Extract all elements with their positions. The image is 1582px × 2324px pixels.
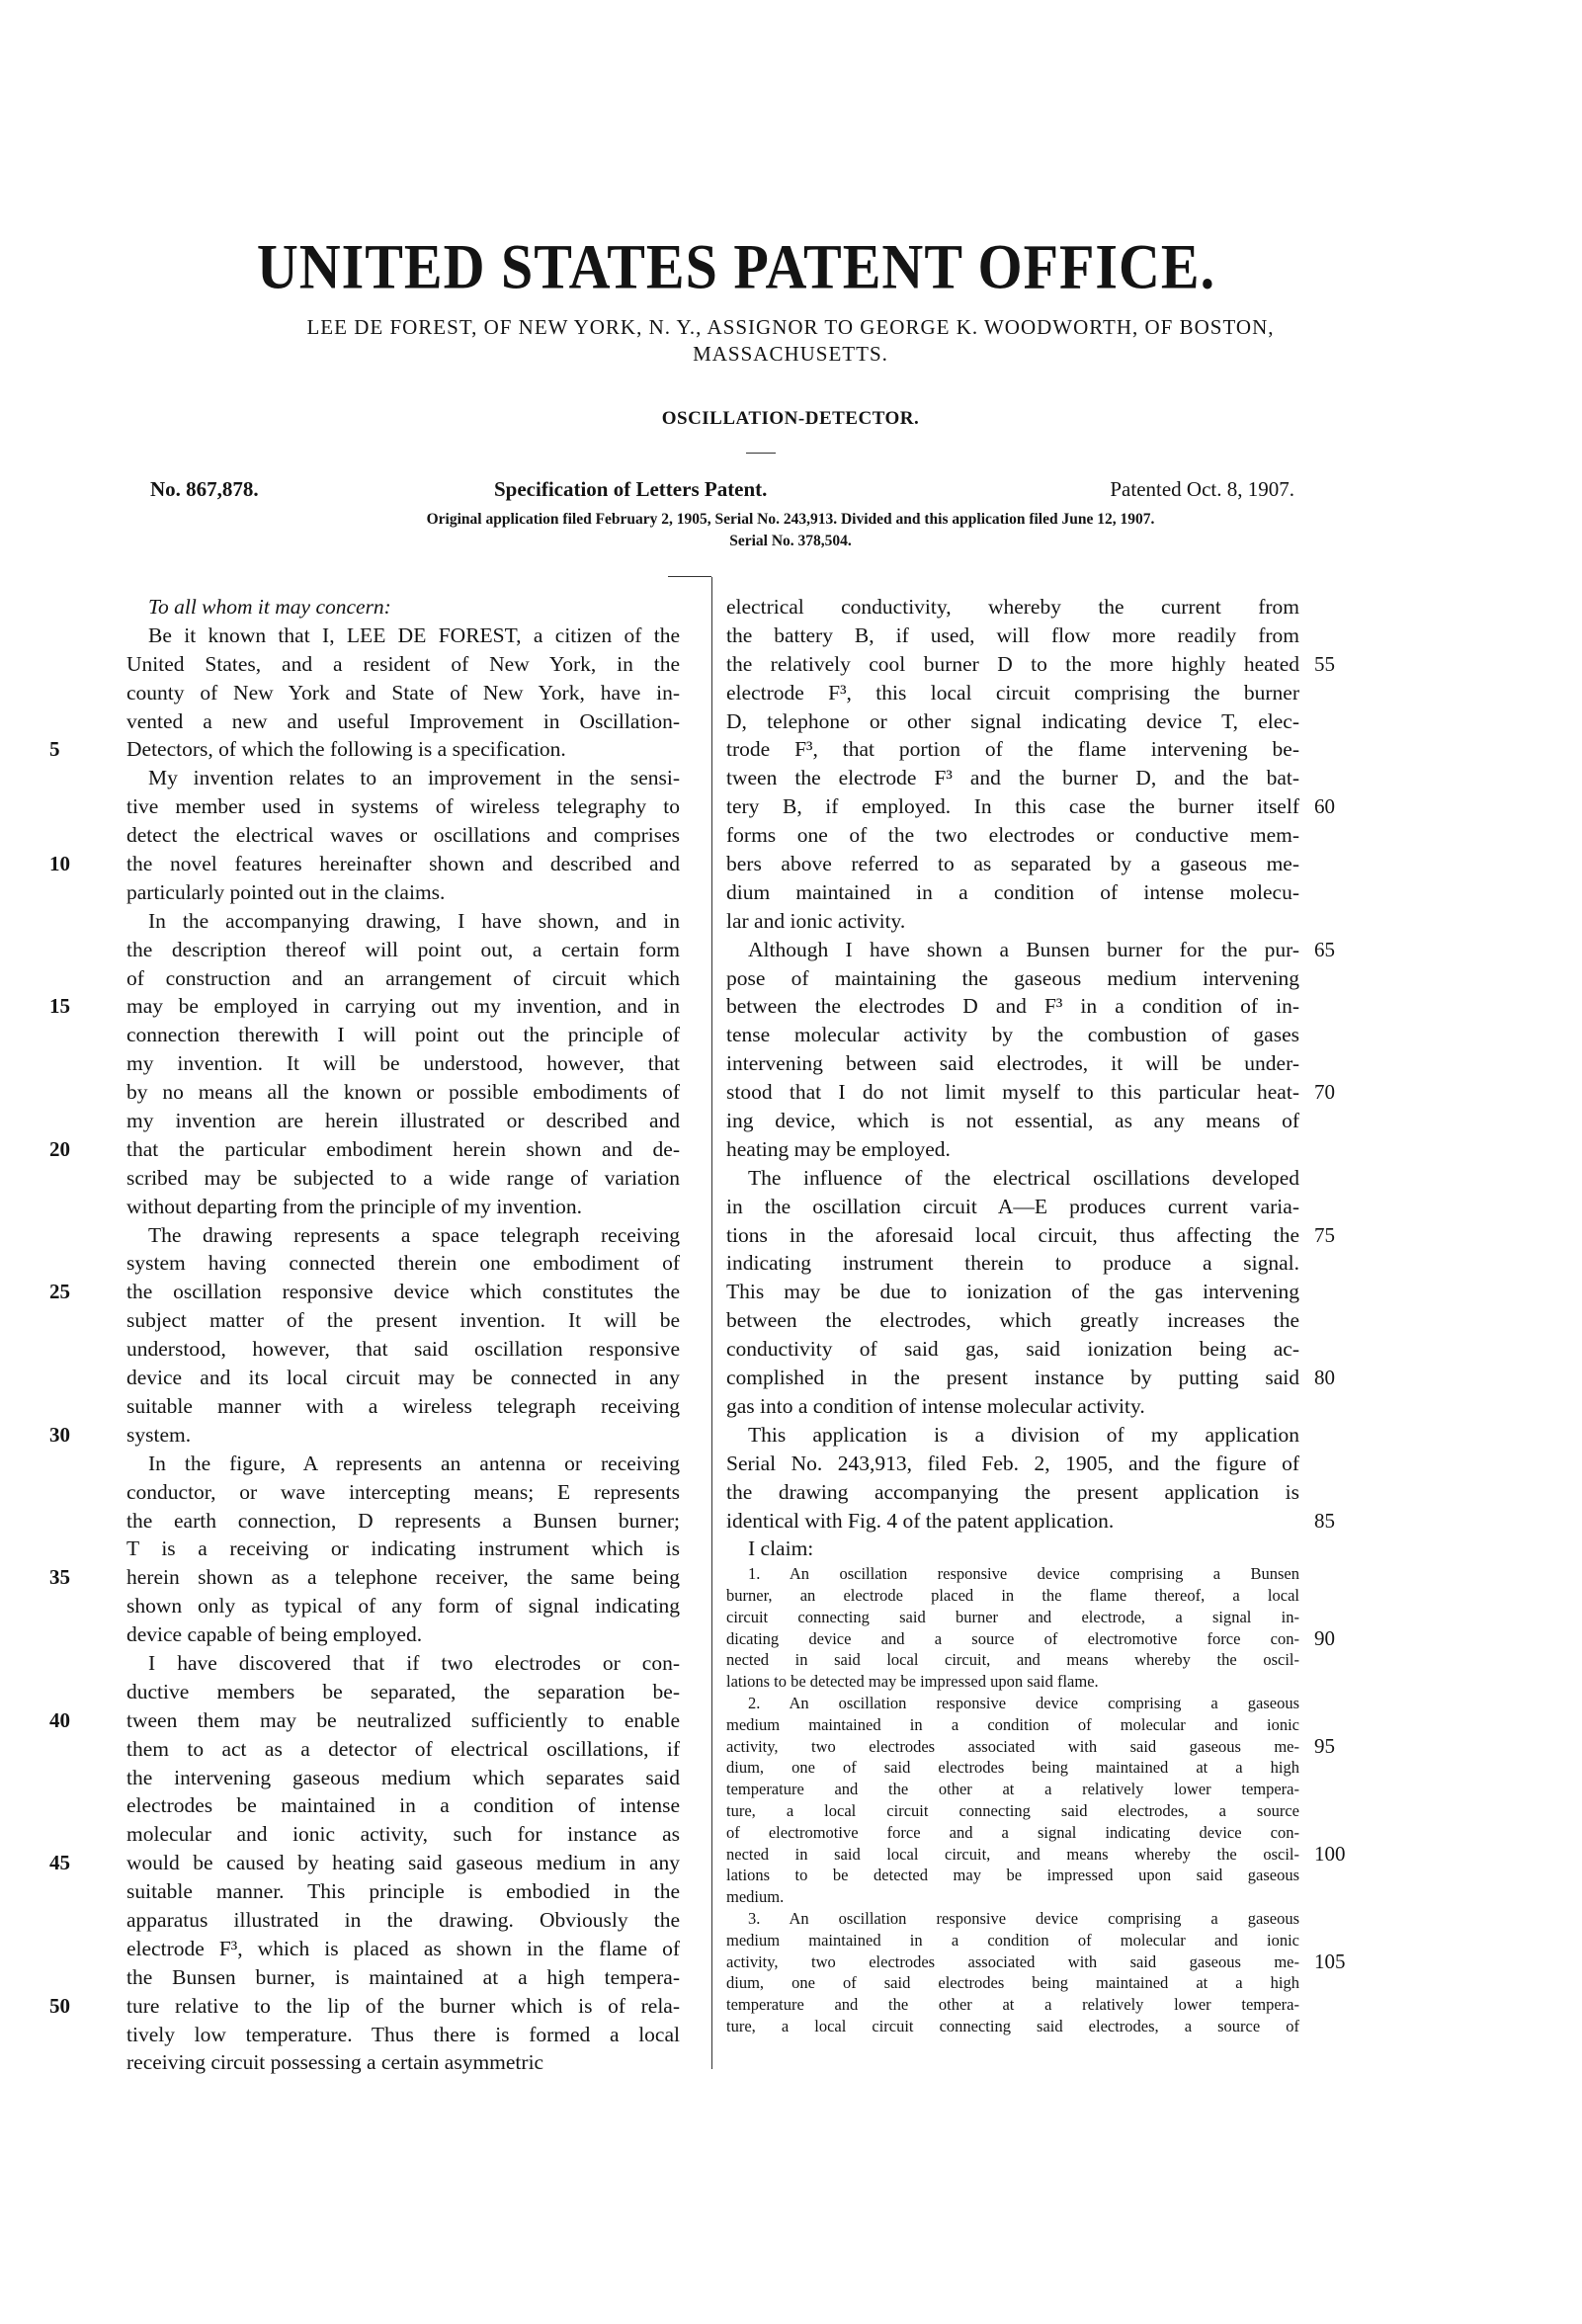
line-text: T is a receiving or indicating instrument which is	[126, 1536, 680, 1561]
line-text: device capable of being employed.	[126, 1622, 423, 1647]
text-line	[49, 1563, 680, 1592]
line-text: the battery B, if used, will flow more readily from	[726, 622, 1299, 647]
line-text: identical with Fig. 4 of the patent application.	[726, 1508, 1115, 1533]
office-title: UNITED STATES PATENT OFFICE.	[256, 230, 1216, 302]
line-text: tery B, if employed. In this case the burner itself	[726, 794, 1299, 819]
text-line	[126, 2021, 680, 2049]
line-text: system.	[126, 1422, 192, 1447]
line-text: lations to be detected may be impressed upon said flame.	[726, 1672, 1099, 1692]
line-text: bers above referred to as separated by a gaseous me-	[726, 852, 1299, 876]
line-number: 20	[49, 1136, 70, 1161]
line-number: 60	[1314, 794, 1335, 819]
text-line	[726, 1392, 1299, 1421]
line-text: temperature and the other at a relatively lower tempera-	[726, 1995, 1299, 2015]
line-text: tween them may be neutralized sufficiently to enable	[126, 1707, 680, 1732]
text-line	[726, 735, 1299, 764]
line-text: my invention are herein illustrated or described and	[126, 1109, 680, 1133]
claim-line	[726, 1800, 1299, 1822]
text-line	[126, 1107, 680, 1135]
line-text: This application is a division of my application	[748, 1422, 1299, 1447]
divider-rule	[746, 453, 776, 454]
line-number: 40	[49, 1707, 70, 1732]
text-line	[726, 1535, 1299, 1563]
text-line	[126, 907, 680, 936]
inventor-assignor	[148, 314, 1433, 368]
line-text: ductive members be separated, the separation be-	[126, 1679, 680, 1703]
text-line	[126, 1820, 680, 1849]
text-line	[126, 1249, 680, 1278]
text-line	[49, 1278, 680, 1306]
text-line	[49, 992, 680, 1021]
text-line	[126, 1963, 680, 1992]
line-text: the earth connection, D represents a Bunsen burner;	[126, 1508, 680, 1533]
line-number: 45	[49, 1851, 70, 1875]
text-line	[126, 1877, 680, 1906]
text-line	[726, 850, 1299, 878]
text-line	[126, 1735, 680, 1764]
text-line	[49, 735, 680, 764]
line-text: the description thereof will point out, a certain form	[126, 937, 680, 961]
line-text: heating may be employed.	[726, 1136, 951, 1161]
text-line	[126, 1049, 680, 1078]
claim-line	[726, 1908, 1299, 1930]
text-line	[726, 1278, 1299, 1306]
line-text: understood, however, that said oscillation responsive	[126, 1337, 680, 1362]
line-text: forms one of the two electrodes or conductive mem-	[726, 823, 1299, 848]
text-line	[726, 650, 1335, 679]
text-line	[726, 622, 1299, 650]
line-text: medium maintained in a condition of molecular and ionic	[726, 1714, 1299, 1734]
claim-line	[726, 1886, 1299, 1908]
line-number: 95	[1314, 1733, 1335, 1758]
line-text: electrode F³, which is placed as shown in the flame of	[126, 1936, 680, 1960]
text-line	[726, 1107, 1299, 1135]
line-text: This may be due to ionization of the gas intervening	[726, 1280, 1299, 1304]
column-top-rule	[668, 576, 711, 577]
text-line	[726, 1049, 1299, 1078]
text-line	[726, 792, 1335, 821]
line-text: herein shown as a telephone receiver, the same being	[126, 1565, 680, 1590]
text-line	[126, 1507, 680, 1536]
line-text: activity, two electrodes associated with said gaseous me-	[726, 1951, 1299, 1971]
text-line	[126, 792, 680, 821]
right-column	[726, 593, 1346, 2037]
text-line	[726, 1135, 1299, 1164]
text-line	[126, 764, 680, 792]
text-line	[726, 821, 1299, 850]
claim-line	[726, 2016, 1299, 2037]
salutation: To all whom it may concern:	[148, 595, 391, 619]
text-line	[126, 1021, 680, 1049]
invention-title: OSCILLATION-DETECTOR.	[661, 408, 920, 429]
line-text: by no means all the known or possible embodiments of	[126, 1080, 680, 1105]
line-text: the drawing accompanying the present application is	[726, 1479, 1299, 1504]
text-line	[726, 1021, 1299, 1049]
text-line	[126, 964, 680, 993]
line-text: burner, an electrode placed in the flame thereof, a local	[726, 1586, 1299, 1606]
text-line	[126, 1535, 680, 1563]
line-text: lar and ionic activity.	[726, 908, 906, 933]
line-text: system having connected therein one embodiment of	[126, 1251, 680, 1276]
line-text: D, telephone or other signal indicating device T, elec-	[726, 708, 1299, 733]
line-text: the oscillation responsive device which constitutes the	[126, 1280, 680, 1304]
line-number: 30	[49, 1422, 70, 1447]
text-line	[126, 1791, 680, 1820]
line-text: detect the electrical waves or oscillations and comprises	[126, 823, 680, 848]
line-text: Although I have shown a Bunsen burner for the pur-	[748, 937, 1299, 961]
line-number: 5	[49, 737, 60, 762]
line-text: ture, a local circuit connecting said electrodes, a source	[726, 1801, 1299, 1821]
claim-line	[726, 1994, 1299, 2016]
text-line	[726, 992, 1299, 1021]
text-line	[726, 707, 1299, 736]
claim-line	[726, 1671, 1299, 1693]
claim-line	[726, 1625, 1335, 1650]
line-text: gas into a condition of intense molecular activity.	[726, 1393, 1145, 1418]
line-text: my invention. It will be understood, however, that	[126, 1051, 680, 1076]
line-text: the intervening gaseous medium which separates said	[126, 1765, 680, 1789]
text-line	[726, 1507, 1335, 1536]
line-text: dium maintained in a condition of intense molecu-	[726, 879, 1299, 904]
application-info	[148, 509, 1433, 552]
line-number: 25	[49, 1280, 70, 1304]
line-text: nected in said local circuit, and means whereby the oscil-	[726, 1844, 1299, 1864]
line-text: county of New York and State of New York, have in-	[126, 680, 680, 705]
claim-line	[726, 1841, 1346, 1866]
line-text: activity, two electrodes associated with said gaseous me-	[726, 1736, 1299, 1756]
text-line	[126, 650, 680, 679]
serial-number: Serial No. 378,504.	[729, 533, 852, 549]
line-text: the novel features hereinafter shown and described and	[126, 852, 680, 876]
specification-label: Specification of Letters Patent.	[494, 477, 768, 501]
text-line	[126, 1335, 680, 1364]
text-line	[49, 1421, 680, 1450]
line-text: United States, and a resident of New York, in the	[126, 651, 680, 676]
line-text: 2. An oscillation responsive device comprising a gaseous	[748, 1694, 1299, 1713]
text-line	[726, 907, 1299, 936]
claim-line	[726, 1822, 1299, 1844]
line-text: connection therewith I will point out the principle of	[126, 1023, 680, 1047]
text-line	[126, 679, 680, 707]
text-line	[49, 850, 680, 878]
line-text: scribed may be subjected to a wide range of variation	[126, 1165, 680, 1190]
claim-line	[726, 1607, 1299, 1628]
line-text: dicating device and a source of electromotive force con-	[726, 1628, 1299, 1648]
claim-line	[726, 1585, 1299, 1607]
line-text: medium maintained in a condition of molecular and ionic	[726, 1930, 1299, 1950]
line-text: tions in the aforesaid local circuit, thus affecting the	[726, 1222, 1299, 1247]
line-text: apparatus illustrated in the drawing. Obviously the	[126, 1907, 680, 1932]
text-line	[126, 1620, 680, 1649]
line-text: the Bunsen burner, is maintained at a high tempera-	[126, 1964, 680, 1989]
left-column	[49, 593, 680, 2077]
claim-line	[726, 1972, 1299, 1994]
line-text: between the electrodes D and F³ in a condition of in-	[726, 994, 1299, 1019]
line-text: dium, one of said electrodes being maintained at a high	[726, 1758, 1299, 1778]
line-text: that the particular embodiment herein shown and de-	[126, 1136, 680, 1161]
text-line	[726, 1164, 1299, 1193]
line-text: My invention relates to an improvement in the sensi-	[148, 766, 680, 790]
line-text: circuit connecting said burner and electrode, a signal in-	[726, 1607, 1299, 1626]
line-text: tween the electrode F³ and the burner D, and the bat-	[726, 766, 1299, 790]
text-line	[126, 1678, 680, 1706]
text-line	[726, 1450, 1299, 1478]
text-line	[726, 679, 1299, 707]
text-line	[726, 764, 1299, 792]
line-text: tive member used in systems of wireless telegraphy to	[126, 794, 680, 819]
line-number: 50	[49, 1993, 70, 2018]
line-text: trode F³, that portion of the flame intervening be-	[726, 737, 1299, 762]
text-line	[126, 936, 680, 964]
line-text: pose of maintaining the gaseous medium intervening	[726, 965, 1299, 990]
line-number: 65	[1314, 937, 1335, 961]
line-text: would be caused by heating said gaseous medium in any	[126, 1851, 680, 1875]
line-text: may be employed in carrying out my invention, and in	[126, 994, 680, 1019]
line-number: 80	[1314, 1366, 1335, 1390]
line-number: 15	[49, 994, 70, 1019]
text-line	[126, 1193, 680, 1221]
text-line	[126, 707, 680, 736]
line-text: complished in the present instance by putting said	[726, 1366, 1299, 1390]
line-text: subject matter of the present invention. It will be	[126, 1308, 680, 1333]
claim-line	[726, 1930, 1299, 1951]
text-line	[726, 1193, 1299, 1221]
text-line	[126, 622, 680, 650]
text-line	[726, 1078, 1335, 1107]
inventor-line-2: MASSACHUSETTS.	[693, 342, 888, 366]
line-text: of electromotive force and a signal indicating device con-	[726, 1822, 1299, 1842]
claim-line	[726, 1563, 1299, 1585]
text-line	[126, 878, 680, 907]
patent-number: No. 867,878.	[150, 477, 259, 501]
text-line	[726, 1478, 1299, 1507]
line-text: particularly pointed out in the claims.	[126, 879, 446, 904]
line-text: receiving circuit possessing a certain asymmetric	[126, 2050, 544, 2075]
line-text: 1. An oscillation responsive device comprising a Bunsen	[748, 1564, 1299, 1584]
text-line	[126, 1221, 680, 1250]
line-text: electrode F³, this local circuit comprising the burner	[726, 680, 1299, 705]
line-number: 70	[1314, 1080, 1335, 1105]
text-line	[126, 1078, 680, 1107]
text-line	[726, 964, 1299, 993]
line-text: Be it known that I, LEE DE FOREST, a citizen of the	[148, 622, 680, 647]
line-text: of construction and an arrangement of circuit which	[126, 965, 680, 990]
text-line	[726, 593, 1299, 622]
text-line	[126, 1764, 680, 1792]
line-text: electrodes be maintained in a condition of intense	[126, 1793, 680, 1818]
claim-line	[726, 1779, 1299, 1800]
line-text: without departing from the principle of my invention.	[126, 1194, 582, 1218]
text-line	[126, 1364, 680, 1392]
text-line	[126, 1450, 680, 1478]
text-line	[49, 1849, 680, 1877]
line-text: suitable manner with a wireless telegraph receiving	[126, 1393, 680, 1418]
text-line	[726, 936, 1335, 964]
text-line	[726, 1335, 1299, 1364]
line-number: 90	[1314, 1625, 1335, 1650]
line-text: In the accompanying drawing, I have shown, and in	[148, 908, 680, 933]
line-text: molecular and ionic activity, such for instance as	[126, 1822, 680, 1847]
text-line	[126, 1164, 680, 1193]
column-divider	[711, 577, 712, 2069]
text-line	[126, 1478, 680, 1507]
line-text: shown only as typical of any form of signal indicating	[126, 1594, 680, 1618]
line-text: Serial No. 243,913, filed Feb. 2, 1905, and the figure of	[726, 1451, 1299, 1475]
line-text: suitable manner. This principle is embodied in the	[126, 1879, 680, 1904]
original-application: Original application filed February 2, 1905, Serial No. 243,913. Divided and this application filed June 12, 1907.	[426, 511, 1155, 528]
text-line	[126, 1649, 680, 1678]
text-line	[726, 1364, 1335, 1392]
line-number: 10	[49, 852, 70, 876]
line-text: conductor, or wave intercepting means; E represents	[126, 1479, 680, 1504]
line-text: ture relative to the lip of the burner which is of rela-	[126, 1993, 680, 2018]
text-line	[126, 821, 680, 850]
line-text: The drawing represents a space telegraph receiving	[148, 1222, 680, 1247]
line-text: In the figure, A represents an antenna or receiving	[148, 1451, 680, 1475]
inventor-line-1: LEE DE FOREST, OF NEW YORK, N. Y., ASSIGNOR TO GEORGE K. WOODWORTH, OF BOSTON,	[306, 315, 1275, 339]
line-text: device and its local circuit may be connected in any	[126, 1366, 680, 1390]
line-text: lations to be detected may be impressed upon said gaseous	[726, 1866, 1299, 1885]
line-text: Detectors, of which the following is a specification.	[126, 737, 566, 762]
text-line	[49, 1706, 680, 1735]
text-line	[126, 1906, 680, 1935]
line-text: nected in said local circuit, and means whereby the oscil-	[726, 1650, 1299, 1670]
line-number: 85	[1314, 1508, 1335, 1533]
line-text: ing device, which is not essential, as any means of	[726, 1109, 1299, 1133]
claim-line	[726, 1733, 1335, 1758]
text-line	[726, 878, 1299, 907]
line-text: 3. An oscillation responsive device comprising a gaseous	[748, 1909, 1299, 1929]
line-number: 35	[49, 1565, 70, 1590]
patented-date: Patented Oct. 8, 1907.	[1110, 477, 1294, 501]
line-text: tense molecular activity by the combustion of gases	[726, 1023, 1299, 1047]
text-line	[126, 1306, 680, 1335]
text-line	[726, 1306, 1299, 1335]
line-number: 100	[1314, 1841, 1346, 1866]
line-text: the relatively cool burner D to the more highly heated	[726, 651, 1299, 676]
claim-line	[726, 1649, 1299, 1671]
line-number: 75	[1314, 1222, 1335, 1247]
line-text: medium.	[726, 1887, 785, 1907]
line-text: I claim:	[748, 1536, 814, 1561]
claim-line	[726, 1757, 1299, 1779]
claim-line	[726, 1865, 1299, 1886]
text-line	[126, 1392, 680, 1421]
line-text: intervening between said electrodes, it will be under-	[726, 1051, 1299, 1076]
claim-line	[726, 1949, 1346, 1973]
line-text: in the oscillation circuit A—E produces current varia-	[726, 1194, 1299, 1218]
text-line	[49, 1992, 680, 2021]
line-text: temperature and the other at a relatively lower tempera-	[726, 1780, 1299, 1799]
text-line	[126, 2048, 680, 2077]
line-number: 105	[1314, 1949, 1346, 1973]
claim-line	[726, 1714, 1299, 1736]
line-text: tively low temperature. Thus there is formed a local	[126, 2022, 680, 2046]
line-text: between the electrodes, which greatly increases the	[726, 1308, 1299, 1333]
line-text: electrical conductivity, whereby the current from	[726, 595, 1299, 619]
line-text: stood that I do not limit myself to this particular heat-	[726, 1080, 1299, 1105]
text-line	[126, 1592, 680, 1620]
text-line	[726, 1249, 1299, 1278]
line-text: indicating instrument therein to produce a signal.	[726, 1251, 1299, 1276]
text-line	[726, 1221, 1335, 1250]
line-text: dium, one of said electrodes being maintained at a high	[726, 1973, 1299, 1993]
text-line	[49, 1135, 680, 1164]
line-text: I have discovered that if two electrodes or con-	[148, 1650, 680, 1675]
line-text: vented a new and useful Improvement in Oscillation-	[126, 708, 680, 733]
line-text: ture, a local circuit connecting said electrodes, a source of	[726, 2017, 1299, 2036]
line-text: The influence of the electrical oscillations developed	[748, 1165, 1299, 1190]
line-text: them to act as a detector of electrical oscillations, if	[126, 1736, 680, 1761]
line-text: conductivity of said gas, said ionization being ac-	[726, 1337, 1299, 1362]
text-line	[726, 1421, 1299, 1450]
line-number: 55	[1314, 651, 1335, 676]
text-line	[126, 1935, 680, 1963]
claim-line	[726, 1693, 1299, 1714]
